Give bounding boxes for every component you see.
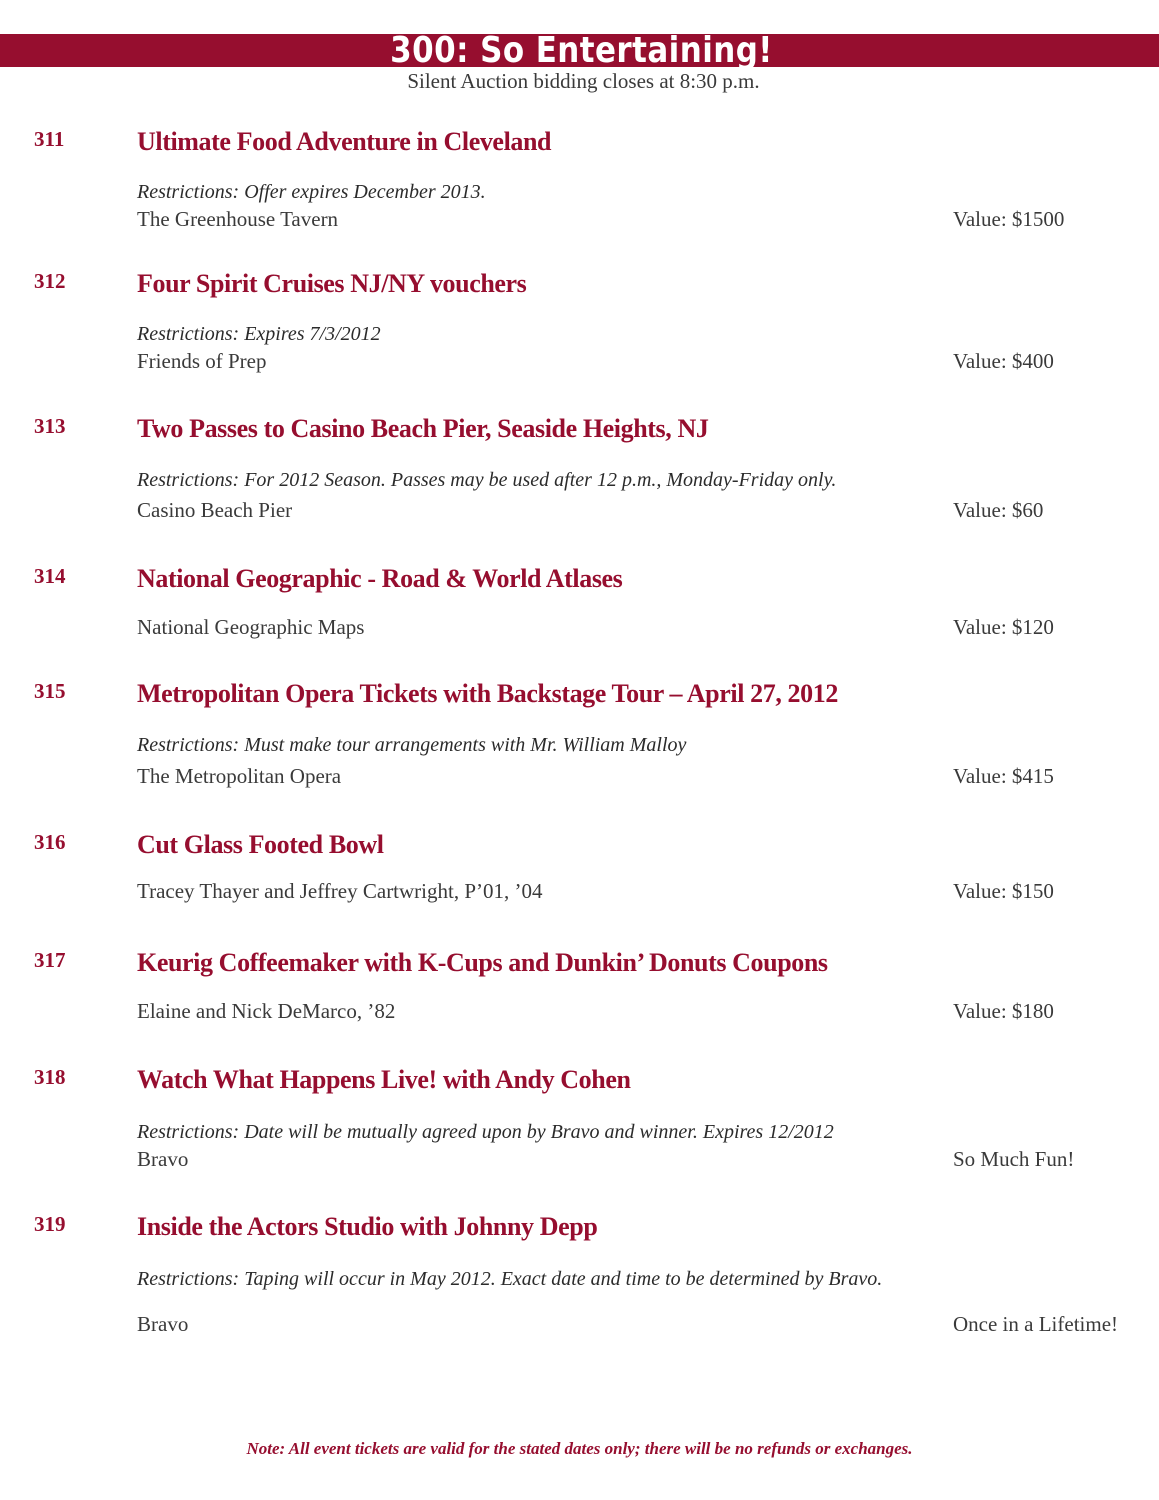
item-value: Value: $120 <box>953 615 1054 639</box>
item-title: Keurig Coffeemaker with K-Cups and Dunkin’ Donuts Coupons <box>137 948 828 977</box>
item-restrictions: Restrictions: Must make tour arrangements with Mr. William Malloy <box>137 734 687 756</box>
item-number: 319 <box>34 1212 66 1236</box>
item-number: 312 <box>34 269 66 293</box>
item-value: Value: $400 <box>953 349 1054 373</box>
item-number: 318 <box>34 1065 66 1089</box>
item-donor: Elaine and Nick DeMarco, ’82 <box>137 999 396 1023</box>
item-donor: Friends of Prep <box>137 349 267 373</box>
item-restrictions: Restrictions: Taping will occur in May 2012. Exact date and time to be determined by Bravo. <box>137 1268 883 1290</box>
item-value: Value: $150 <box>953 879 1054 903</box>
item-donor: National Geographic Maps <box>137 615 365 639</box>
item-donor: Bravo <box>137 1312 189 1336</box>
item-donor: Tracey Thayer and Jeffrey Cartwright, P’01, ’04 <box>137 879 543 903</box>
item-number: 314 <box>34 564 66 588</box>
page-title: 300: So Entertaining! <box>390 30 773 71</box>
item-number: 315 <box>34 679 66 703</box>
item-donor: Bravo <box>137 1147 189 1171</box>
item-value: Value: $180 <box>953 999 1054 1023</box>
item-donor: The Greenhouse Tavern <box>137 207 339 231</box>
item-number: 311 <box>34 127 65 151</box>
item-title: Inside the Actors Studio with Johnny Depp <box>137 1212 598 1241</box>
item-restrictions: Restrictions: Expires 7/3/2012 <box>137 323 381 345</box>
item-value: Value: $1500 <box>953 207 1065 231</box>
item-number: 317 <box>34 948 66 972</box>
item-restrictions: Restrictions: Offer expires December 2013. <box>137 181 486 203</box>
item-title: Cut Glass Footed Bowl <box>137 830 384 859</box>
item-number: 316 <box>34 830 66 854</box>
item-title: Two Passes to Casino Beach Pier, Seaside Heights, NJ <box>137 414 709 443</box>
footer-note: Note: All event tickets are valid for the stated dates only; there will be no refunds or exchanges. <box>246 1439 913 1458</box>
item-title: Four Spirit Cruises NJ/NY vouchers <box>137 269 527 298</box>
item-value: So Much Fun! <box>953 1147 1075 1171</box>
item-donor: The Metropolitan Opera <box>137 764 342 788</box>
item-number: 313 <box>34 414 66 438</box>
item-title: Metropolitan Opera Tickets with Backstage Tour – April 27, 2012 <box>137 679 838 708</box>
item-title: National Geographic - Road & World Atlases <box>137 564 623 593</box>
item-value: Once in a Lifetime! <box>953 1312 1119 1336</box>
item-value: Value: $60 <box>953 498 1044 522</box>
page-subtitle: Silent Auction bidding closes at 8:30 p.m. <box>407 69 760 93</box>
item-donor: Casino Beach Pier <box>137 498 293 522</box>
item-restrictions: Restrictions: For 2012 Season. Passes may be used after 12 p.m., Monday-Friday only. <box>137 469 837 491</box>
item-restrictions: Restrictions: Date will be mutually agreed upon by Bravo and winner. Expires 12/2012 <box>137 1121 834 1143</box>
item-title: Ultimate Food Adventure in Cleveland <box>137 127 552 156</box>
item-title: Watch What Happens Live! with Andy Cohen <box>137 1065 631 1094</box>
item-value: Value: $415 <box>953 764 1054 788</box>
